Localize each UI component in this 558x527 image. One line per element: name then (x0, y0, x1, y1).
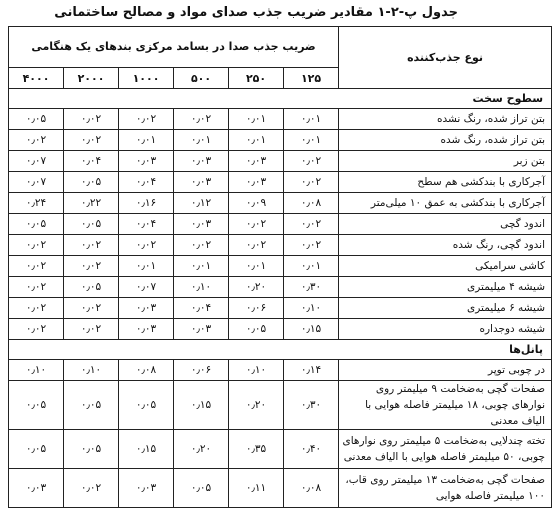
coefficient-value: ۰٫۰۱ (229, 256, 284, 277)
coefficient-value: ۰٫۲۲ (64, 193, 119, 214)
coefficient-value: ۰٫۰۳ (174, 172, 229, 193)
coefficient-value: ۰٫۰۲ (284, 235, 339, 256)
table-row (9, 319, 552, 340)
material-name: شیشه دوجداره (339, 319, 552, 340)
table-row (9, 151, 552, 172)
material-name: تخته چندلایی به‌ضخامت ۵ میلیمتر روی نوارهای چوبی، ۵۰ میلیمتر فاصله هوایی با الیاف معدنی (339, 430, 552, 469)
table-row (9, 172, 552, 193)
table-row (9, 277, 552, 298)
coefficient-value: ۰٫۰۱ (174, 130, 229, 151)
table-row (9, 298, 552, 319)
material-name: در چوبی توپر (339, 360, 552, 381)
coefficient-value: ۰٫۰۵ (64, 214, 119, 235)
coefficient-column-header: ضریب جذب صدا در بسامد مرکزی بندهای یک هنگامی (9, 27, 339, 68)
frequency-header: ۱۰۰۰ (119, 68, 174, 89)
table-row (9, 360, 552, 381)
material-column-header: نوع جذب‌کننده (339, 27, 552, 89)
coefficient-value: ۰٫۰۵ (9, 109, 64, 130)
coefficient-value: ۰٫۰۲ (229, 235, 284, 256)
coefficient-value: ۰٫۰۳ (119, 469, 174, 508)
header-row (9, 27, 552, 68)
frequency-header: ۵۰۰ (174, 68, 229, 89)
coefficient-value: ۰٫۰۳ (229, 172, 284, 193)
coefficient-value: ۰٫۰۲ (9, 130, 64, 151)
coefficient-value: ۰٫۰۲ (64, 256, 119, 277)
coefficient-value: ۰٫۳۰ (284, 381, 339, 430)
coefficient-value: ۰٫۰۱ (284, 130, 339, 151)
coefficient-value: ۰٫۰۳ (119, 319, 174, 340)
coefficient-value: ۰٫۱۰ (64, 360, 119, 381)
coefficient-value: ۰٫۳۵ (229, 430, 284, 469)
coefficient-value: ۰٫۱۰ (9, 360, 64, 381)
coefficient-value: ۰٫۰۴ (64, 151, 119, 172)
coefficient-value: ۰٫۲۰ (174, 430, 229, 469)
coefficient-value: ۰٫۱۰ (284, 298, 339, 319)
table-row (9, 214, 552, 235)
coefficient-value: ۰٫۲۰ (229, 277, 284, 298)
coefficient-value: ۰٫۰۱ (174, 256, 229, 277)
frequency-header: ۲۵۰ (229, 68, 284, 89)
material-name: بتن زبر (339, 151, 552, 172)
section-label: پانل‌ها (9, 340, 552, 360)
section-header-row (9, 89, 552, 109)
coefficient-value: ۰٫۰۵ (119, 381, 174, 430)
coefficient-value: ۰٫۰۹ (229, 193, 284, 214)
coefficient-value: ۰٫۰۳ (229, 151, 284, 172)
coefficient-value: ۰٫۰۲ (64, 298, 119, 319)
coefficient-value: ۰٫۰۷ (9, 151, 64, 172)
coefficient-value: ۰٫۰۱ (229, 109, 284, 130)
coefficient-value: ۰٫۰۱ (284, 256, 339, 277)
coefficient-value: ۰٫۰۷ (9, 172, 64, 193)
coefficient-value: ۰٫۰۱ (284, 109, 339, 130)
material-name: صفحات گچی به‌ضخامت ۱۳ میلیمتر روی قاب، ۱۰۰ میلیمتر فاصله هوایی (339, 469, 552, 508)
material-name: شیشه ۶ میلیمتری (339, 298, 552, 319)
coefficient-value: ۰٫۱۰ (174, 277, 229, 298)
coefficient-value: ۰٫۰۱ (119, 130, 174, 151)
coefficient-value: ۰٫۴۰ (284, 430, 339, 469)
coefficient-value: ۰٫۰۲ (284, 214, 339, 235)
coefficient-value: ۰٫۰۲ (9, 235, 64, 256)
coefficient-value: ۰٫۱۵ (284, 319, 339, 340)
coefficient-value: ۰٫۰۲ (284, 151, 339, 172)
coefficient-value: ۰٫۰۲ (174, 235, 229, 256)
material-name: صفحات گچی به‌ضخامت ۹ میلیمتر روی نوارهای چوبی، ۱۸ میلیمتر فاصله هوایی با الیاف معدنی (339, 381, 552, 430)
coefficient-value: ۰٫۰۵ (9, 430, 64, 469)
material-name: بتن تراز شده، رنگ شده (339, 130, 552, 151)
material-name: اندود گچی، رنگ شده (339, 235, 552, 256)
table-row (9, 430, 552, 469)
material-name: شیشه ۴ میلیمتری (339, 277, 552, 298)
coefficient-value: ۰٫۰۲ (64, 235, 119, 256)
coefficient-value: ۰٫۱۱ (229, 469, 284, 508)
coefficient-value: ۰٫۰۴ (174, 298, 229, 319)
table-row (9, 235, 552, 256)
coefficient-value: ۰٫۰۲ (64, 319, 119, 340)
coefficient-value: ۰٫۰۲ (64, 130, 119, 151)
coefficient-value: ۰٫۰۲ (9, 277, 64, 298)
table-title: جدول پ-۲-۱ مقادیر ضریب جذب صدای مواد و مصالح ساختمانی (54, 5, 458, 20)
coefficient-value: ۰٫۰۲ (284, 172, 339, 193)
coefficient-value: ۰٫۰۲ (64, 109, 119, 130)
coefficient-value: ۰٫۰۳ (119, 151, 174, 172)
coefficient-value: ۰٫۱۵ (119, 430, 174, 469)
coefficient-value: ۰٫۰۲ (119, 235, 174, 256)
absorption-table (8, 26, 552, 508)
table-row (9, 109, 552, 130)
coefficient-value: ۰٫۰۲ (119, 109, 174, 130)
table-row (9, 130, 552, 151)
coefficient-value: ۰٫۰۵ (9, 381, 64, 430)
coefficient-value: ۰٫۰۲ (9, 319, 64, 340)
coefficient-value: ۰٫۳۰ (284, 277, 339, 298)
coefficient-value: ۰٫۰۸ (284, 193, 339, 214)
table-row (9, 256, 552, 277)
coefficient-value: ۰٫۰۵ (64, 172, 119, 193)
frequency-header: ۱۲۵ (284, 68, 339, 89)
coefficient-value: ۰٫۰۳ (174, 151, 229, 172)
coefficient-value: ۰٫۰۱ (119, 256, 174, 277)
coefficient-value: ۰٫۰۵ (64, 381, 119, 430)
material-name: اندود گچی (339, 214, 552, 235)
coefficient-value: ۰٫۰۵ (174, 469, 229, 508)
coefficient-value: ۰٫۰۲ (9, 256, 64, 277)
coefficient-value: ۰٫۰۶ (174, 360, 229, 381)
coefficient-value: ۰٫۰۳ (174, 319, 229, 340)
coefficient-value: ۰٫۰۸ (284, 469, 339, 508)
coefficient-value: ۰٫۰۳ (119, 298, 174, 319)
coefficient-value: ۰٫۰۲ (174, 109, 229, 130)
table-body (9, 89, 552, 508)
coefficient-value: ۰٫۰۲ (64, 469, 119, 508)
coefficient-value: ۰٫۰۲ (229, 214, 284, 235)
coefficient-value: ۰٫۰۵ (229, 319, 284, 340)
coefficient-value: ۰٫۰۳ (9, 469, 64, 508)
coefficient-value: ۰٫۱۰ (229, 360, 284, 381)
coefficient-value: ۰٫۲۴ (9, 193, 64, 214)
section-label: سطوح سخت (9, 89, 552, 109)
material-name: کاشی سرامیکی (339, 256, 552, 277)
coefficient-value: ۰٫۱۶ (119, 193, 174, 214)
frequency-header: ۲۰۰۰ (64, 68, 119, 89)
coefficient-value: ۰٫۱۲ (174, 193, 229, 214)
material-name: آجرکاری با بندکشی هم سطح (339, 172, 552, 193)
coefficient-value: ۰٫۰۱ (229, 130, 284, 151)
coefficient-value: ۰٫۱۵ (174, 381, 229, 430)
coefficient-value: ۰٫۰۴ (119, 214, 174, 235)
coefficient-value: ۰٫۰۲ (9, 298, 64, 319)
table-row (9, 381, 552, 430)
coefficient-value: ۰٫۰۶ (229, 298, 284, 319)
coefficient-value: ۰٫۲۰ (229, 381, 284, 430)
material-name: بتن تراز شده، رنگ نشده (339, 109, 552, 130)
coefficient-value: ۰٫۰۸ (119, 360, 174, 381)
section-header-row (9, 340, 552, 360)
table-row (9, 193, 552, 214)
coefficient-value: ۰٫۰۵ (64, 430, 119, 469)
coefficient-value: ۰٫۰۵ (64, 277, 119, 298)
material-name: آجرکاری با بندکشی به عمق ۱۰ میلی‌متر (339, 193, 552, 214)
coefficient-value: ۰٫۰۷ (119, 277, 174, 298)
frequency-header: ۴۰۰۰ (9, 68, 64, 89)
table-row (9, 469, 552, 508)
coefficient-value: ۰٫۰۳ (174, 214, 229, 235)
coefficient-value: ۰٫۰۴ (119, 172, 174, 193)
coefficient-value: ۰٫۰۵ (9, 214, 64, 235)
coefficient-value: ۰٫۱۴ (284, 360, 339, 381)
